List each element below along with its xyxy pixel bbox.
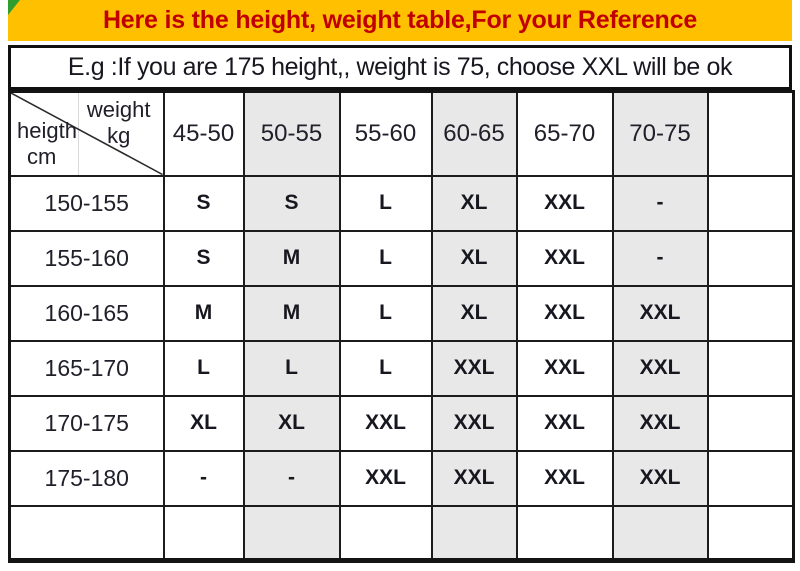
empty-cell [708,341,794,396]
green-corner-triangle-icon [8,0,20,15]
size-cell: S [244,176,340,231]
height-range-cell: 160-165 [10,286,164,341]
empty-cell [708,231,794,286]
size-cell: XL [164,396,244,451]
empty-cell [244,506,340,561]
table-row [10,451,794,506]
empty-cell [340,506,432,561]
height-axis-label: heigth cm [17,117,77,169]
empty-cell [613,506,708,561]
weight-range-header: 45-50 [164,92,244,176]
size-cell: XXL [613,341,708,396]
table-row [10,341,794,396]
size-cell: XXL [517,451,613,506]
size-cell: M [244,231,340,286]
size-cell: XL [244,396,340,451]
banner [8,0,792,41]
empty-cell [432,506,517,561]
size-cell: L [244,341,340,396]
empty-cell [708,286,794,341]
table-row [10,396,794,451]
height-range-cell: 165-170 [10,341,164,396]
table-row [10,286,794,341]
size-cell: XXL [517,396,613,451]
size-cell: XL [432,286,517,341]
header-row [10,92,794,176]
axis-corner-cell [10,92,164,176]
size-cell: XL [432,231,517,286]
size-cell: L [340,341,432,396]
empty-cell [10,506,164,561]
size-cell: XXL [432,396,517,451]
size-chart-sheet [8,0,792,563]
size-cell: L [340,176,432,231]
height-range-cell: 155-160 [10,231,164,286]
size-cell: XXL [613,451,708,506]
size-cell: L [164,341,244,396]
weight-range-header: 70-75 [613,92,708,176]
size-cell: XXL [517,341,613,396]
weight-axis-label: weight kg [86,97,151,148]
size-cell: - [244,451,340,506]
empty-cell [708,176,794,231]
size-cell: XXL [613,396,708,451]
empty-cell [708,451,794,506]
empty-cell [517,506,613,561]
size-cell: XXL [517,176,613,231]
size-cell: - [613,231,708,286]
size-cell: - [164,451,244,506]
example-note: E.g :If you are 175 height,, weight is 75, choose XXL will be ok [8,45,792,90]
empty-cell [708,506,794,561]
size-cell: XL [432,176,517,231]
height-range-cell: 175-180 [10,451,164,506]
empty-header-cell [708,92,794,176]
size-cell: M [244,286,340,341]
size-cell: XXL [340,451,432,506]
size-cell: XXL [432,341,517,396]
empty-table-row [10,506,794,561]
size-cell: XXL [613,286,708,341]
size-table [8,90,795,563]
size-cell: - [613,176,708,231]
size-cell: XXL [517,286,613,341]
weight-range-header: 55-60 [340,92,432,176]
height-range-cell: 170-175 [10,396,164,451]
size-cell: M [164,286,244,341]
size-cell: S [164,176,244,231]
size-cell: XXL [432,451,517,506]
weight-range-header: 65-70 [517,92,613,176]
banner-title: Here is the height, weight table,For your Reference [102,6,698,34]
table-row [10,231,794,286]
size-cell: S [164,231,244,286]
empty-cell [164,506,244,561]
size-cell: XXL [517,231,613,286]
weight-range-header: 50-55 [244,92,340,176]
empty-cell [708,396,794,451]
size-cell: XXL [340,396,432,451]
height-range-cell: 150-155 [10,176,164,231]
table-row [10,176,794,231]
size-cell: L [340,286,432,341]
size-cell: L [340,231,432,286]
weight-range-header: 60-65 [432,92,517,176]
